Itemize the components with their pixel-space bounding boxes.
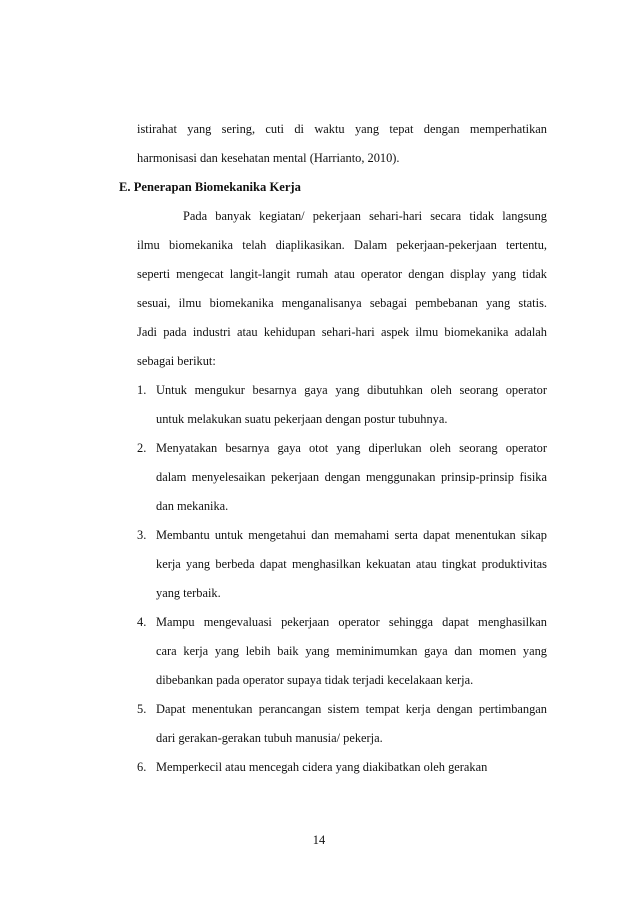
list-item-text: Dapat menentukan perancangan sistem tempat kerja dengan pertimbangan [156,702,547,716]
paragraph-line: Pada banyak kegiatan/ pekerjaan sehari-hari secara tidak langsung [183,209,547,223]
list-item-text: kerja yang berbeda dapat menghasilkan kekuatan atau tingkat produktivitas [156,557,547,571]
list-item-1 [137,382,547,398]
list-item-6 [137,759,547,775]
paragraph-line: sesuai, ilmu biomekanika menganalisanya sebagai pembebanan yang statis. [137,296,547,310]
list-item-text: cara kerja yang lebih baik yang meminimumkan gaya dan momen yang [156,644,547,658]
list-item-4 [137,614,547,630]
list-item-number: 6. [137,760,147,774]
list-item-text: dan mekanika. [156,499,229,513]
list-item-number: 3. [137,528,147,542]
list-item-3 [137,527,547,543]
list-item-text: Membantu untuk mengetahui dan memahami serta dapat menentukan sikap [156,528,547,542]
list-item-text: yang terbaik. [156,586,221,600]
list-item-number: 1. [137,383,147,397]
list-item-number: 5. [137,702,147,716]
list-item-2 [137,440,547,456]
list-item-text: untuk melakukan suatu pekerjaan dengan postur tubuhnya. [156,412,448,426]
list-item-text: Menyatakan besarnya gaya otot yang diperlukan oleh seorang operator [156,441,547,455]
list-item-number: 4. [137,615,147,629]
list-item-text: Mampu mengevaluasi pekerjaan operator sehingga dapat menghasilkan [156,615,547,629]
list-item-text: dari gerakan-gerakan tubuh manusia/ pekerja. [156,731,383,745]
paragraph-line: seperti mengecat langit-langit rumah atau operator dengan display yang tidak [137,267,547,281]
paragraph-line: Jadi pada industri atau kehidupan sehari-hari aspek ilmu biomekanika adalah [137,325,547,339]
paragraph-line: ilmu biomekanika telah diaplikasikan. Dalam pekerjaan-pekerjaan tertentu, [137,238,547,252]
paragraph-line: sebagai berikut: [137,354,216,368]
page-number: 14 [312,833,326,847]
list-item-text: dibebankan pada operator supaya tidak terjadi kecelakaan kerja. [156,673,474,687]
section-heading: E. Penerapan Biomekanika Kerja [119,180,301,194]
list-item-number: 2. [137,441,147,455]
intro-line-1: istirahat yang sering, cuti di waktu yang tepat dengan memperhatikan [137,122,547,136]
list-item-text: Memperkecil atau mencegah cidera yang diakibatkan oleh gerakan [156,760,488,774]
list-item-text: Untuk mengukur besarnya gaya yang dibutuhkan oleh seorang operator [156,383,547,397]
list-item-5 [137,701,547,717]
list-item-text: dalam menyelesaikan pekerjaan dengan menggunakan prinsip-prinsip fisika [156,470,547,484]
intro-line-2: harmonisasi dan kesehatan mental (Harrianto, 2010). [137,151,400,165]
